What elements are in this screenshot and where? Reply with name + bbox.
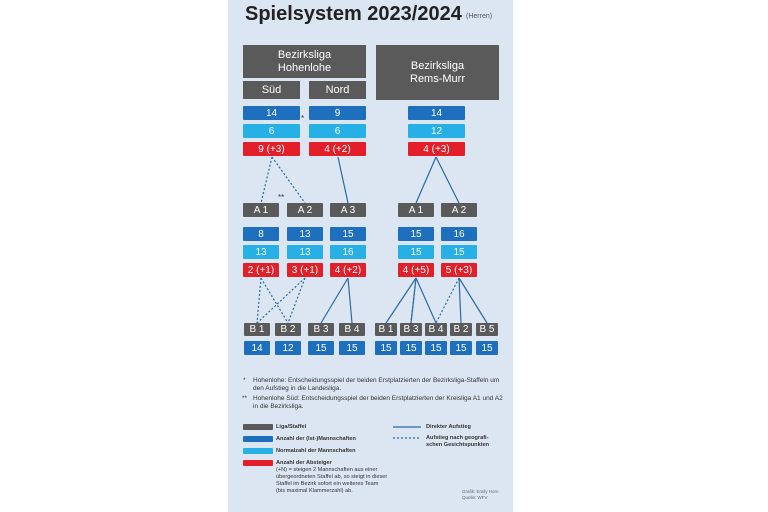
dotline-a1-b2	[261, 278, 288, 323]
ka-h-1-absteiger: 2 (+1)	[243, 263, 279, 277]
dotline-a2-b2	[288, 278, 305, 323]
ka-r-1-normal: 15	[398, 245, 434, 259]
legend-normal: Normalzahl der Mannschaften	[276, 448, 356, 454]
bl-sued-ist: 14	[243, 106, 300, 120]
title-suffix: (Herren)	[466, 13, 493, 20]
dotline-ra2-b4	[436, 278, 459, 323]
ka-h-2-normal: 13	[287, 245, 323, 259]
legend-line-icons	[393, 424, 423, 446]
kb-r-2-ist: 15	[400, 341, 422, 355]
line-rems-a1	[416, 157, 436, 203]
dotline-a2-b1	[257, 278, 305, 323]
ka-r-2-normal: 15	[441, 245, 477, 259]
bl-sued-normal: 6	[243, 124, 300, 138]
kb-h-4-ist: 15	[339, 341, 365, 355]
ka-h-3-normal: 16	[330, 245, 366, 259]
legend-ist: Anzahl der (Ist-)Mannschaften	[276, 436, 356, 442]
bl-nord-normal: 6	[309, 124, 366, 138]
ka-h-2-name: A 2	[287, 203, 323, 217]
kb-h-3-name: B 3	[308, 323, 334, 336]
ka-h-3-absteiger: 4 (+2)	[330, 263, 366, 277]
ka-h-2-absteiger: 3 (+1)	[287, 263, 323, 277]
star-mark: *	[301, 114, 305, 123]
kb-r-3-ist: 15	[425, 341, 447, 355]
ka-h-3-name: A 3	[330, 203, 366, 217]
kb-h-4-name: B 4	[339, 323, 365, 336]
bl-nord-ist: 9	[309, 106, 366, 120]
ka-r-2-absteiger: 5 (+3)	[441, 263, 477, 277]
ka-h-1-name: A 1	[243, 203, 279, 217]
dotline-a1-b1	[257, 278, 261, 323]
line-ra1-b4	[416, 278, 436, 323]
kb-h-3-ist: 15	[308, 341, 334, 355]
legend-swatch-absteiger	[243, 460, 273, 466]
kb-r-4-ist: 15	[450, 341, 472, 355]
legend-direkt: Direkter Aufstieg	[426, 424, 471, 430]
line-rems-a2	[436, 157, 459, 203]
ka-r-2-name: A 2	[441, 203, 477, 217]
ka-r-2-ist: 16	[441, 227, 477, 241]
kb-r-2-name: B 3	[400, 323, 422, 336]
ka-h-2-ist: 13	[287, 227, 323, 241]
league-bezirksliga-rems-murr: Bezirksliga Rems-Murr	[376, 45, 499, 100]
line-nord-a3	[338, 157, 348, 203]
kb-r-1-ist: 15	[375, 341, 397, 355]
line-a3-b4	[348, 278, 352, 323]
ka-r-1-ist: 15	[398, 227, 434, 241]
kb-r-1-name: B 1	[375, 323, 397, 336]
legend-absteiger: Anzahl der Absteiger	[276, 460, 332, 466]
kb-r-4-name: B 2	[450, 323, 472, 336]
double-star-mark: **	[278, 193, 285, 202]
line-a3-b3	[321, 278, 348, 323]
ka-h-1-normal: 13	[243, 245, 279, 259]
kb-h-2-ist: 12	[275, 341, 301, 355]
ka-r-1-absteiger: 4 (+5)	[398, 263, 434, 277]
dotline-sued-a1	[261, 157, 272, 203]
bl-nord-absteiger: 4 (+2)	[309, 142, 366, 156]
note-1-text: Hohenlohe: Entscheidungsspiel der beiden Erstplatzierten der Bezirksliga-Staffeln um den Aufstieg in die Landesliga.	[253, 377, 500, 392]
kb-h-1-name: B 1	[244, 323, 270, 336]
bl-rems-ist: 14	[408, 106, 465, 120]
kb-h-2-name: B 2	[275, 323, 301, 336]
page-title: Spielsystem 2023/2024	[245, 3, 462, 25]
bl-rems-normal: 12	[408, 124, 465, 138]
note-2-mark: **	[242, 395, 248, 402]
staffel-sued: Süd	[243, 81, 300, 99]
credit-line-1: Grafik: Emily Horn	[462, 489, 499, 494]
league-bezirksliga-hohenlohe: Bezirksliga Hohenlohe	[243, 45, 366, 78]
bl-rems-absteiger: 4 (+3)	[408, 142, 465, 156]
kb-r-5-ist: 15	[476, 341, 498, 355]
legend-liga: Liga/Staffel	[276, 424, 307, 430]
legend-geo: Aufstieg nach geografi-schen Gesichtspunkten	[426, 435, 490, 448]
ka-h-1-ist: 8	[243, 227, 279, 241]
bl-sued-absteiger: 9 (+3)	[243, 142, 300, 156]
line-ra2-b5	[459, 278, 487, 323]
kb-r-5-name: B 5	[476, 323, 498, 336]
legend-swatch-ist	[243, 436, 273, 442]
credit-line-2: Quelle: WFV	[462, 495, 488, 500]
note-1-mark: *	[243, 377, 246, 384]
legend-absteiger-note: (+N) = steigen 2 Mannschaften aus einer übergeordneten Staffel ab, so steigt in dieser Staffel im Bezirk sofort ein weiteres Team (bis maximal Klammerzahl) ab.	[276, 467, 388, 494]
ka-r-1-name: A 1	[398, 203, 434, 217]
kb-r-3-name: B 4	[425, 323, 447, 336]
line-ra2-b2	[459, 278, 461, 323]
legend-swatch-liga	[243, 424, 273, 430]
kb-h-1-ist: 14	[244, 341, 270, 355]
staffel-nord: Nord	[309, 81, 366, 99]
ka-h-3-ist: 15	[330, 227, 366, 241]
note-2-text: Hohenlohe Süd: Entscheidungsspiel der beiden Erstplatzierten der Kreisliga A1 und A2 in die Bezirksliga.	[253, 395, 503, 410]
dotline-sued-a2	[272, 157, 305, 203]
legend-swatch-normal	[243, 448, 273, 454]
